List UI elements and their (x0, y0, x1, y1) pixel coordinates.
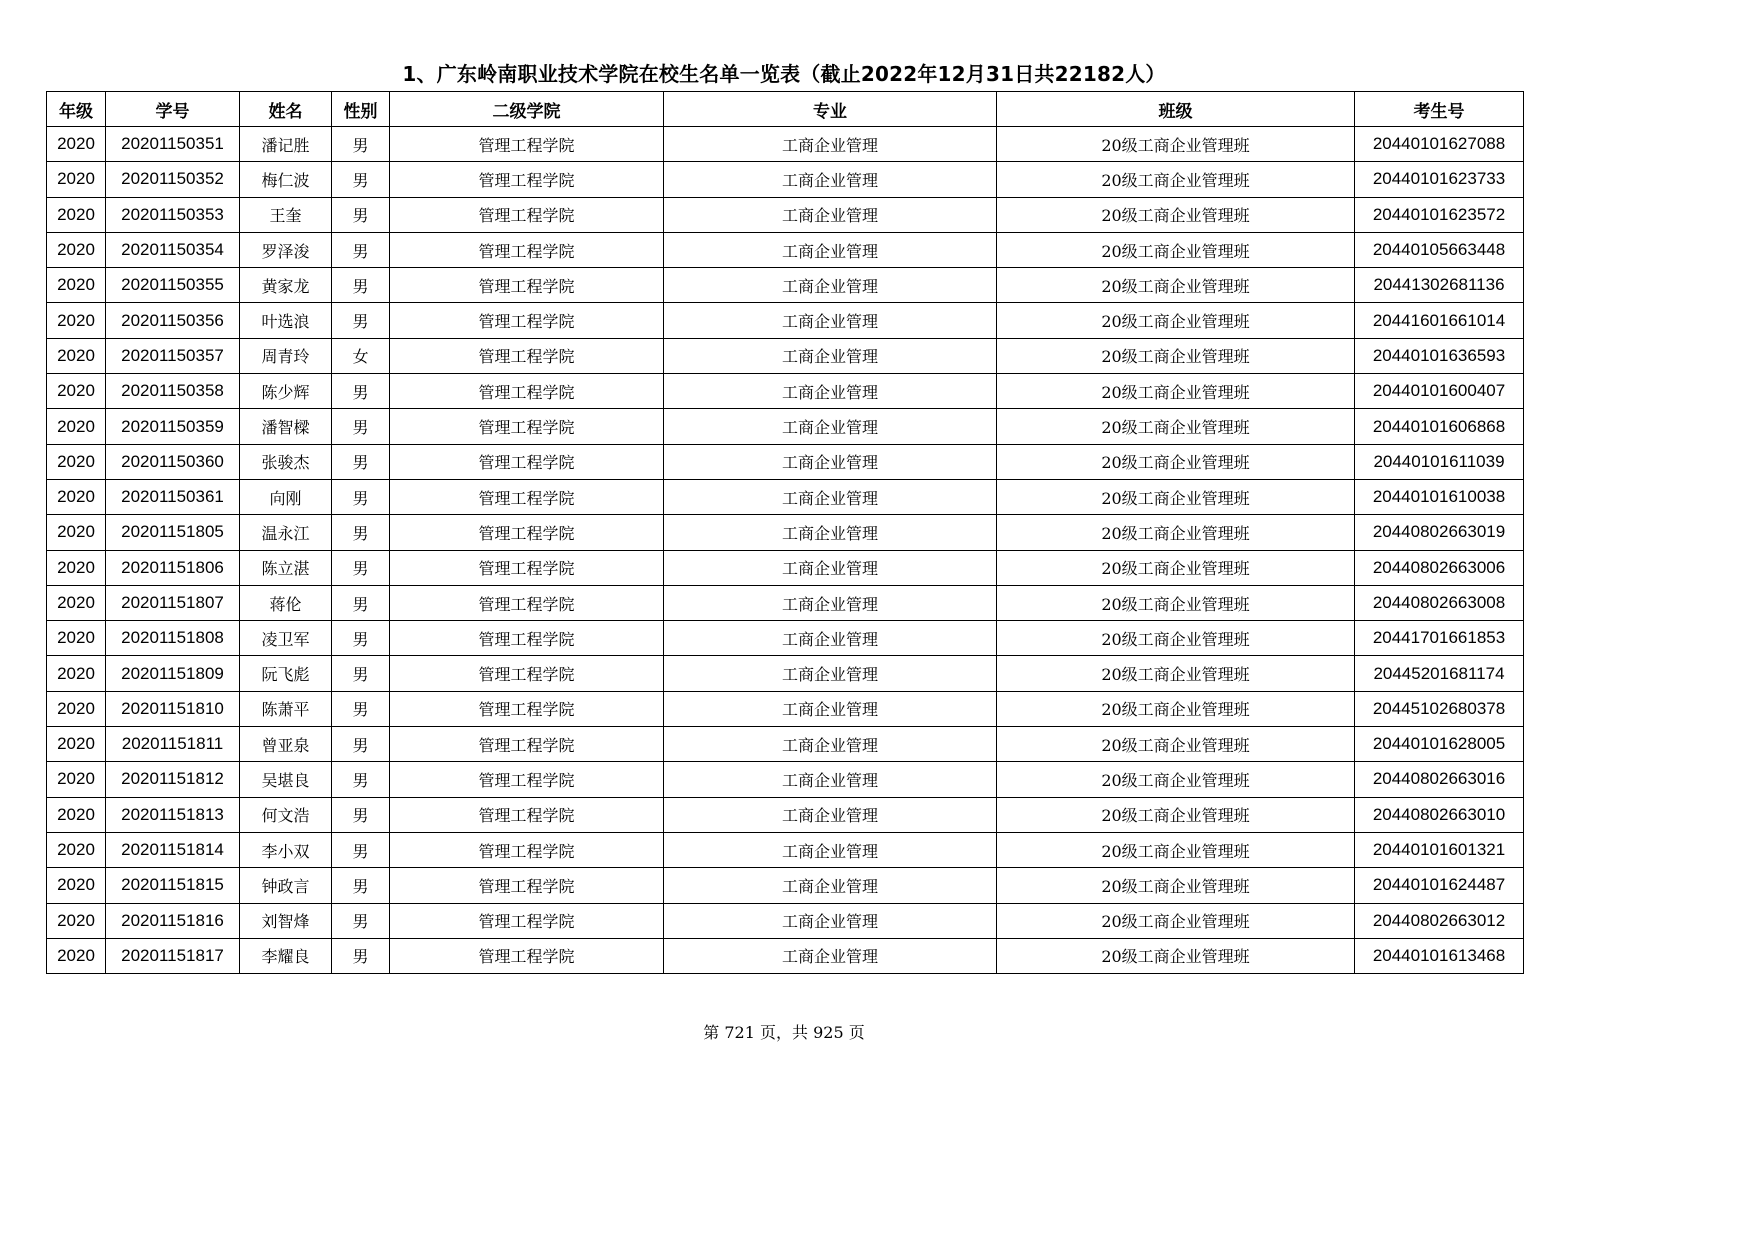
cell-class: 20级工商企业管理班 (997, 515, 1355, 550)
cell-class: 20级工商企业管理班 (997, 727, 1355, 762)
cell-grade: 2020 (47, 903, 106, 938)
cell-name: 李耀良 (240, 938, 332, 973)
cell-name: 梅仁波 (240, 162, 332, 197)
cell-exam-number: 20441701661853 (1355, 621, 1524, 656)
cell-class: 20级工商企业管理班 (997, 374, 1355, 409)
page-number-footer: 第 721 页，共 925 页 (703, 1023, 865, 1042)
cell-college: 管理工程学院 (390, 797, 664, 832)
table-row (47, 197, 1524, 232)
cell-exam-number: 20441601661014 (1355, 303, 1524, 338)
cell-major: 工商企业管理 (664, 550, 997, 585)
cell-class: 20级工商企业管理班 (997, 903, 1355, 938)
cell-name: 凌卫军 (240, 621, 332, 656)
cell-college: 管理工程学院 (390, 762, 664, 797)
cell-class: 20级工商企业管理班 (997, 444, 1355, 479)
table-row (47, 656, 1524, 691)
cell-name: 钟政言 (240, 868, 332, 903)
cell-name: 李小双 (240, 832, 332, 867)
cell-gender: 男 (332, 903, 390, 938)
cell-grade: 2020 (47, 550, 106, 585)
cell-student-id: 20201151808 (106, 621, 240, 656)
cell-student-id: 20201150353 (106, 197, 240, 232)
column-header-college: 二级学院 (390, 92, 664, 127)
cell-exam-number: 20440101606868 (1355, 409, 1524, 444)
cell-grade: 2020 (47, 691, 106, 726)
cell-class: 20级工商企业管理班 (997, 303, 1355, 338)
cell-grade: 2020 (47, 338, 106, 373)
cell-student-id: 20201150361 (106, 479, 240, 514)
student-roster-table (46, 91, 1524, 974)
cell-exam-number: 20441302681136 (1355, 268, 1524, 303)
cell-exam-number: 20440105663448 (1355, 232, 1524, 267)
column-header-name: 姓名 (240, 92, 332, 127)
cell-name: 陈萧平 (240, 691, 332, 726)
cell-class: 20级工商企业管理班 (997, 232, 1355, 267)
cell-exam-number: 20440101611039 (1355, 444, 1524, 479)
table-row (47, 374, 1524, 409)
table-row (47, 762, 1524, 797)
cell-grade: 2020 (47, 409, 106, 444)
cell-exam-number: 20440101624487 (1355, 868, 1524, 903)
cell-exam-number: 20445201681174 (1355, 656, 1524, 691)
cell-student-id: 20201150354 (106, 232, 240, 267)
cell-name: 阮飞彪 (240, 656, 332, 691)
cell-student-id: 20201151809 (106, 656, 240, 691)
cell-exam-number: 20440802663016 (1355, 762, 1524, 797)
cell-grade: 2020 (47, 868, 106, 903)
table-header-row (47, 92, 1524, 127)
cell-major: 工商企业管理 (664, 232, 997, 267)
cell-gender: 男 (332, 303, 390, 338)
table-row (47, 938, 1524, 973)
cell-student-id: 20201150360 (106, 444, 240, 479)
cell-exam-number: 20440101613468 (1355, 938, 1524, 973)
cell-major: 工商企业管理 (664, 409, 997, 444)
cell-college: 管理工程学院 (390, 868, 664, 903)
cell-student-id: 20201151805 (106, 515, 240, 550)
cell-major: 工商企业管理 (664, 268, 997, 303)
column-header-student-id: 学号 (106, 92, 240, 127)
cell-grade: 2020 (47, 656, 106, 691)
cell-college: 管理工程学院 (390, 903, 664, 938)
table-row (47, 303, 1524, 338)
cell-major: 工商企业管理 (664, 938, 997, 973)
cell-class: 20级工商企业管理班 (997, 656, 1355, 691)
cell-gender: 男 (332, 268, 390, 303)
cell-student-id: 20201151816 (106, 903, 240, 938)
cell-name: 罗泽浚 (240, 232, 332, 267)
cell-gender: 男 (332, 550, 390, 585)
cell-name: 黄家龙 (240, 268, 332, 303)
cell-gender: 男 (332, 727, 390, 762)
cell-name: 周青玲 (240, 338, 332, 373)
cell-gender: 女 (332, 338, 390, 373)
cell-major: 工商企业管理 (664, 127, 997, 162)
cell-gender: 男 (332, 479, 390, 514)
cell-college: 管理工程学院 (390, 550, 664, 585)
cell-college: 管理工程学院 (390, 232, 664, 267)
cell-grade: 2020 (47, 127, 106, 162)
cell-major: 工商企业管理 (664, 444, 997, 479)
cell-name: 吴堪良 (240, 762, 332, 797)
cell-college: 管理工程学院 (390, 303, 664, 338)
cell-gender: 男 (332, 444, 390, 479)
cell-name: 蒋伦 (240, 585, 332, 620)
cell-college: 管理工程学院 (390, 938, 664, 973)
table-row (47, 550, 1524, 585)
cell-major: 工商企业管理 (664, 868, 997, 903)
cell-gender: 男 (332, 762, 390, 797)
cell-class: 20级工商企业管理班 (997, 832, 1355, 867)
cell-student-id: 20201150356 (106, 303, 240, 338)
cell-grade: 2020 (47, 938, 106, 973)
cell-student-id: 20201150359 (106, 409, 240, 444)
cell-student-id: 20201151814 (106, 832, 240, 867)
cell-name: 曾亚泉 (240, 727, 332, 762)
cell-grade: 2020 (47, 727, 106, 762)
cell-grade: 2020 (47, 374, 106, 409)
cell-class: 20级工商企业管理班 (997, 621, 1355, 656)
table-row (47, 162, 1524, 197)
cell-exam-number: 20440101627088 (1355, 127, 1524, 162)
cell-student-id: 20201151806 (106, 550, 240, 585)
cell-gender: 男 (332, 162, 390, 197)
cell-grade: 2020 (47, 268, 106, 303)
cell-class: 20级工商企业管理班 (997, 197, 1355, 232)
cell-name: 叶选浪 (240, 303, 332, 338)
cell-gender: 男 (332, 197, 390, 232)
cell-gender: 男 (332, 656, 390, 691)
cell-major: 工商企业管理 (664, 621, 997, 656)
cell-gender: 男 (332, 832, 390, 867)
cell-student-id: 20201151813 (106, 797, 240, 832)
cell-major: 工商企业管理 (664, 303, 997, 338)
cell-exam-number: 20440101610038 (1355, 479, 1524, 514)
table-row (47, 691, 1524, 726)
cell-college: 管理工程学院 (390, 162, 664, 197)
table-row (47, 232, 1524, 267)
cell-major: 工商企业管理 (664, 656, 997, 691)
cell-exam-number: 20440802663006 (1355, 550, 1524, 585)
cell-exam-number: 20445102680378 (1355, 691, 1524, 726)
cell-student-id: 20201150358 (106, 374, 240, 409)
cell-gender: 男 (332, 515, 390, 550)
cell-grade: 2020 (47, 515, 106, 550)
cell-student-id: 20201150352 (106, 162, 240, 197)
cell-college: 管理工程学院 (390, 268, 664, 303)
cell-exam-number: 20440101623733 (1355, 162, 1524, 197)
cell-exam-number: 20440101600407 (1355, 374, 1524, 409)
cell-major: 工商企业管理 (664, 162, 997, 197)
cell-name: 王奎 (240, 197, 332, 232)
cell-name: 刘智烽 (240, 903, 332, 938)
cell-name: 张骏杰 (240, 444, 332, 479)
column-header-grade: 年级 (47, 92, 106, 127)
cell-name: 潘记胜 (240, 127, 332, 162)
cell-college: 管理工程学院 (390, 374, 664, 409)
cell-student-id: 20201151812 (106, 762, 240, 797)
cell-major: 工商企业管理 (664, 832, 997, 867)
cell-name: 向刚 (240, 479, 332, 514)
cell-class: 20级工商企业管理班 (997, 938, 1355, 973)
cell-class: 20级工商企业管理班 (997, 691, 1355, 726)
cell-class: 20级工商企业管理班 (997, 162, 1355, 197)
cell-student-id: 20201151815 (106, 868, 240, 903)
cell-student-id: 20201151807 (106, 585, 240, 620)
cell-gender: 男 (332, 374, 390, 409)
cell-gender: 男 (332, 868, 390, 903)
cell-gender: 男 (332, 409, 390, 444)
table-row (47, 903, 1524, 938)
cell-gender: 男 (332, 797, 390, 832)
cell-class: 20级工商企业管理班 (997, 585, 1355, 620)
cell-college: 管理工程学院 (390, 621, 664, 656)
column-header-exam-number: 考生号 (1355, 92, 1524, 127)
cell-grade: 2020 (47, 232, 106, 267)
cell-college: 管理工程学院 (390, 515, 664, 550)
cell-exam-number: 20440802663019 (1355, 515, 1524, 550)
cell-gender: 男 (332, 585, 390, 620)
cell-major: 工商企业管理 (664, 797, 997, 832)
table-row (47, 268, 1524, 303)
cell-major: 工商企业管理 (664, 585, 997, 620)
cell-grade: 2020 (47, 621, 106, 656)
cell-major: 工商企业管理 (664, 727, 997, 762)
cell-class: 20级工商企业管理班 (997, 127, 1355, 162)
cell-grade: 2020 (47, 444, 106, 479)
cell-grade: 2020 (47, 479, 106, 514)
cell-major: 工商企业管理 (664, 515, 997, 550)
column-header-class: 班级 (997, 92, 1355, 127)
cell-name: 温永江 (240, 515, 332, 550)
cell-college: 管理工程学院 (390, 338, 664, 373)
cell-exam-number: 20440101636593 (1355, 338, 1524, 373)
cell-class: 20级工商企业管理班 (997, 868, 1355, 903)
cell-name: 何文浩 (240, 797, 332, 832)
cell-gender: 男 (332, 127, 390, 162)
cell-major: 工商企业管理 (664, 762, 997, 797)
table-row (47, 585, 1524, 620)
cell-grade: 2020 (47, 303, 106, 338)
cell-student-id: 20201151811 (106, 727, 240, 762)
cell-class: 20级工商企业管理班 (997, 338, 1355, 373)
cell-class: 20级工商企业管理班 (997, 268, 1355, 303)
table-row (47, 409, 1524, 444)
table-body (47, 127, 1524, 974)
column-header-major: 专业 (664, 92, 997, 127)
cell-grade: 2020 (47, 585, 106, 620)
table-row (47, 832, 1524, 867)
cell-college: 管理工程学院 (390, 479, 664, 514)
cell-college: 管理工程学院 (390, 585, 664, 620)
column-header-gender: 性别 (332, 92, 390, 127)
cell-exam-number: 20440802663010 (1355, 797, 1524, 832)
cell-college: 管理工程学院 (390, 444, 664, 479)
cell-major: 工商企业管理 (664, 338, 997, 373)
cell-college: 管理工程学院 (390, 727, 664, 762)
table-row (47, 727, 1524, 762)
cell-student-id: 20201150351 (106, 127, 240, 162)
cell-college: 管理工程学院 (390, 832, 664, 867)
cell-gender: 男 (332, 621, 390, 656)
cell-gender: 男 (332, 938, 390, 973)
cell-gender: 男 (332, 232, 390, 267)
cell-major: 工商企业管理 (664, 479, 997, 514)
page-title: 1、广东岭南职业技术学院在校生名单一览表（截止2022年12月31日共22182人） (402, 62, 1166, 86)
cell-student-id: 20201150355 (106, 268, 240, 303)
cell-name: 潘智樑 (240, 409, 332, 444)
cell-exam-number: 20440101628005 (1355, 727, 1524, 762)
cell-grade: 2020 (47, 797, 106, 832)
table-row (47, 797, 1524, 832)
cell-exam-number: 20440101601321 (1355, 832, 1524, 867)
cell-class: 20级工商企业管理班 (997, 762, 1355, 797)
cell-exam-number: 20440101623572 (1355, 197, 1524, 232)
table-row (47, 479, 1524, 514)
cell-class: 20级工商企业管理班 (997, 409, 1355, 444)
cell-student-id: 20201151817 (106, 938, 240, 973)
cell-grade: 2020 (47, 762, 106, 797)
table-row (47, 338, 1524, 373)
cell-major: 工商企业管理 (664, 691, 997, 726)
cell-college: 管理工程学院 (390, 691, 664, 726)
cell-grade: 2020 (47, 162, 106, 197)
cell-class: 20级工商企业管理班 (997, 550, 1355, 585)
table-row (47, 127, 1524, 162)
cell-major: 工商企业管理 (664, 903, 997, 938)
table-row (47, 868, 1524, 903)
cell-college: 管理工程学院 (390, 127, 664, 162)
cell-exam-number: 20440802663008 (1355, 585, 1524, 620)
table-row (47, 515, 1524, 550)
cell-student-id: 20201150357 (106, 338, 240, 373)
table-row (47, 621, 1524, 656)
cell-name: 陈立湛 (240, 550, 332, 585)
cell-major: 工商企业管理 (664, 197, 997, 232)
cell-gender: 男 (332, 691, 390, 726)
cell-college: 管理工程学院 (390, 197, 664, 232)
cell-college: 管理工程学院 (390, 656, 664, 691)
cell-class: 20级工商企业管理班 (997, 479, 1355, 514)
table-row (47, 444, 1524, 479)
cell-student-id: 20201151810 (106, 691, 240, 726)
cell-grade: 2020 (47, 197, 106, 232)
cell-class: 20级工商企业管理班 (997, 797, 1355, 832)
cell-exam-number: 20440802663012 (1355, 903, 1524, 938)
cell-name: 陈少辉 (240, 374, 332, 409)
cell-college: 管理工程学院 (390, 409, 664, 444)
cell-grade: 2020 (47, 832, 106, 867)
cell-major: 工商企业管理 (664, 374, 997, 409)
